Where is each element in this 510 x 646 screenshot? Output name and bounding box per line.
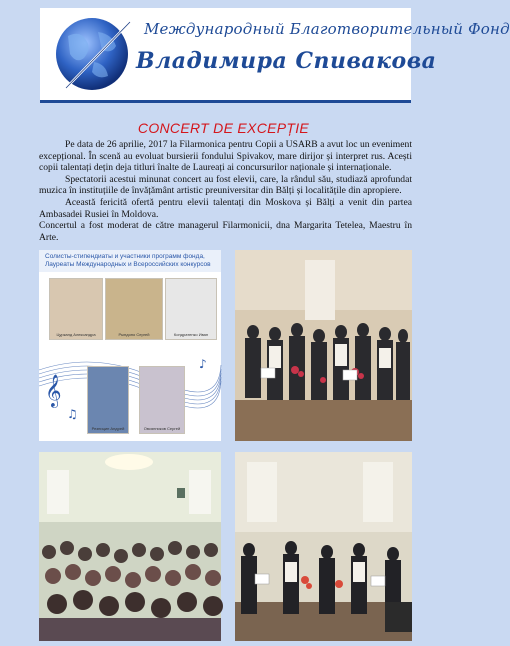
page-title: CONCERT DE EXCEPȚIE — [137, 120, 310, 136]
foundation-banner — [40, 8, 510, 103]
audience-photo — [39, 452, 221, 641]
soloist-portrait — [49, 278, 103, 340]
banner-person-name: Владимира Спивакова — [136, 48, 437, 74]
soloist-caption: Кондратенко Иван — [173, 332, 209, 337]
svg-text:𝄞: 𝄞 — [45, 374, 62, 407]
article-paragraph: Spectatorii acestui minunat concert au fost elevii, care, la rândul său, studiază aprofundat muzica în instituțiile de învățământ artistic preuniversitar din Bălți și localitățile din apropiere. — [39, 173, 412, 197]
soloist-caption: Резницин Андрей — [91, 426, 125, 431]
soloists-collage-photo — [39, 250, 221, 441]
group-photo-stage — [235, 250, 412, 441]
soloist-caption: Рындоно Сергей — [118, 332, 150, 337]
soloist-portrait — [87, 366, 129, 434]
banner-foundation-name: Международный Благотворительный Фонд — [144, 20, 510, 38]
globe-violin-logo-icon — [46, 14, 142, 94]
soloist-portrait — [139, 366, 185, 434]
svg-text:♫: ♫ — [67, 407, 78, 421]
soloist-portrait — [105, 278, 163, 340]
article-paragraph: Pe data de 26 aprilie, 2017 la Filarmonica pentru Copii a USARB a avut loc un eveniment excepțional. În scenă au evoluat bursierii fondului Spivakov, mare dirijor și interpret rus. Acești copii talentați dețin deja titluri înalte de Laureați ai concursurilor naționale și internaționale. — [39, 139, 412, 174]
collage-header: Солисты-стипендиаты и участники программ фонда, Лауреаты Международных и Всероссийских конкурсов — [39, 250, 221, 272]
soloist-portrait — [165, 278, 217, 340]
svg-text:♪: ♪ — [199, 357, 207, 371]
article-paragraph: Concertul a fost moderat de către managerul Filarmonicii, dna Margarita Tetelea, Maestru în Arte. — [39, 220, 412, 243]
performers-photo — [235, 452, 412, 641]
soloist-caption: Цурканд Александра — [56, 332, 96, 337]
article-paragraph: Această fericită ofertă pentru elevii talentați din Moskova și Bălți a venit din partea Ambasadei Rusiei în Moldova. — [39, 196, 412, 220]
article-body — [39, 139, 412, 243]
soloist-caption: Овсянников Сергей — [143, 426, 181, 431]
